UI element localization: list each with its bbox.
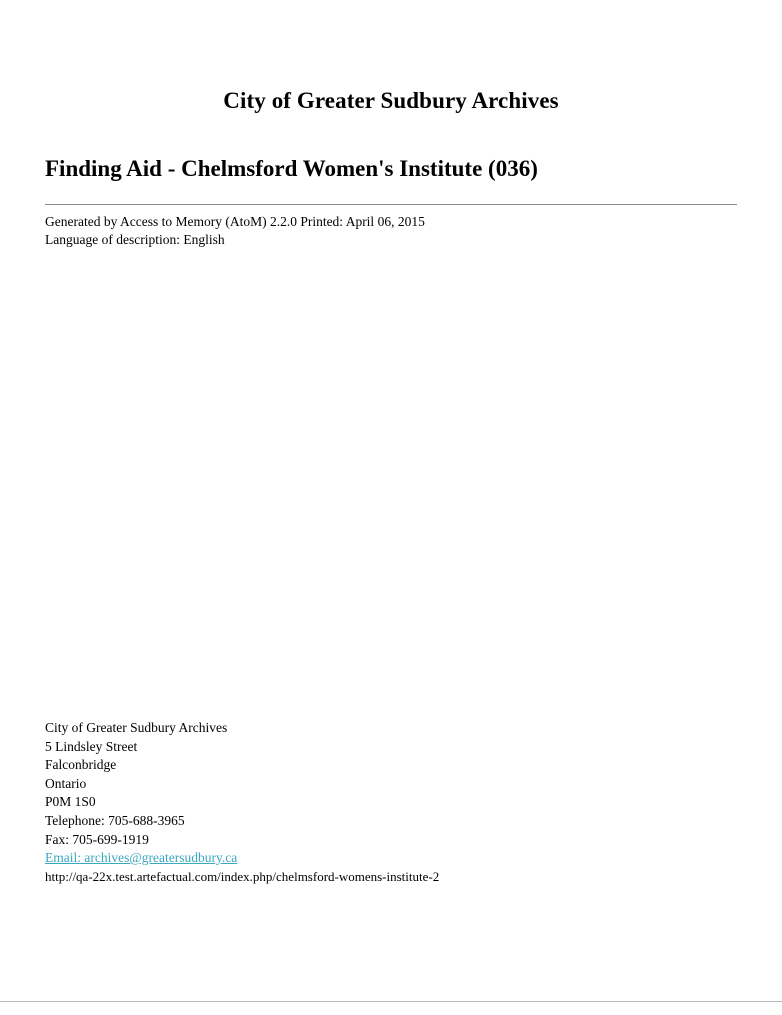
contact-province: Ontario [45, 775, 87, 791]
title-divider [45, 204, 737, 205]
contact-telephone: Telephone: 705-688-3965 [45, 812, 185, 828]
contact-url[interactable]: http://qa-22x.test.artefactual.com/index.php/chelmsford-womens-institute-2 [45, 868, 440, 884]
contact-organization: City of Greater Sudbury Archives [45, 720, 228, 735]
language-of-description-line: Language of description: English [45, 232, 225, 247]
page-title: City of Greater Sudbury Archives [223, 88, 559, 113]
contact-postal-code: P0M 1S0 [45, 794, 96, 810]
contact-street: 5 Lindsley Street [45, 738, 138, 754]
finding-aid-heading: Finding Aid - Chelmsford Women's Institute (036) [45, 156, 538, 181]
contact-fax: Fax: 705-699-1919 [45, 831, 149, 847]
contact-locality: Falconbridge [45, 757, 117, 773]
contact-email-link[interactable]: Email: archives@greatersudbury.ca [45, 850, 238, 866]
page-bottom-divider [0, 1001, 782, 1002]
document-metadata [45, 213, 745, 249]
contact-block [45, 719, 745, 886]
generated-by-line: Generated by Access to Memory (AtoM) 2.2.0 Printed: April 06, 2015 [45, 214, 425, 229]
